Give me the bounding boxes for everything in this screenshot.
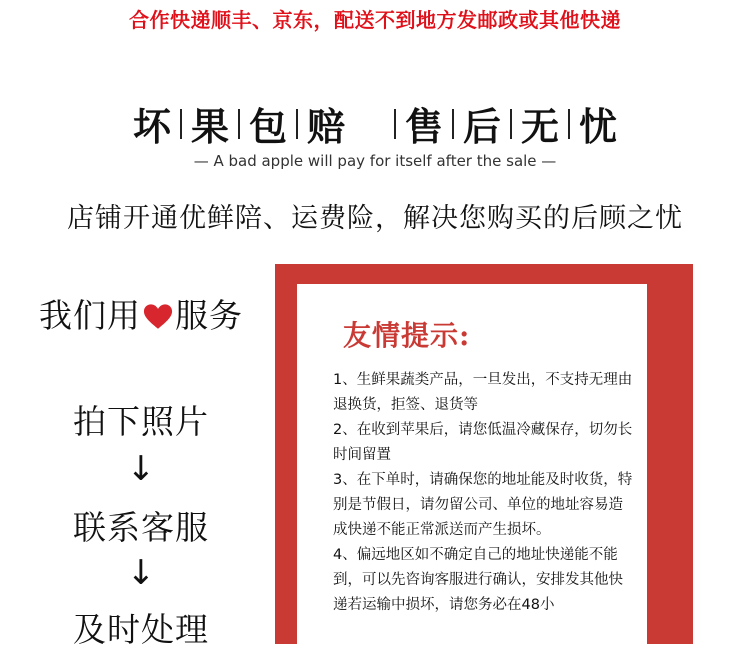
tagline: — A bad apple will pay for itself after the sale — bbox=[193, 152, 557, 170]
headline-divider bbox=[238, 109, 240, 139]
subheadline: 店铺开通优鲜陪、运费险，解决您购买的后顾之忧 bbox=[67, 203, 683, 234]
headline-char: 无 bbox=[521, 104, 560, 149]
shipping-notice: 合作快递顺丰、京东，配送不到地方发邮政或其他快递 bbox=[129, 8, 621, 32]
service-suffix: 服务 bbox=[175, 296, 243, 335]
service-heading bbox=[0, 290, 282, 337]
headline-char: 赔 bbox=[306, 104, 345, 149]
tip-item: 2、在收到苹果后，请您低温冷藏保存，切勿长时间留置 bbox=[333, 422, 633, 463]
headline-char: 后 bbox=[463, 104, 502, 149]
tips-list bbox=[333, 368, 633, 618]
service-flow bbox=[0, 290, 282, 649]
flow-step-handle: 及时处理 bbox=[73, 610, 209, 649]
headline-char: 包 bbox=[248, 104, 287, 149]
headline-char: 果 bbox=[190, 104, 229, 149]
headline-divider bbox=[452, 109, 454, 139]
down-arrow-icon: ↓ bbox=[126, 449, 156, 489]
headline-char: 坏 bbox=[132, 104, 171, 149]
tips-card bbox=[275, 264, 693, 644]
tips-card-inner bbox=[297, 284, 647, 664]
headline-divider bbox=[394, 109, 396, 139]
service-prefix: 我们用 bbox=[39, 296, 141, 335]
flow-step-contact: 联系客服 bbox=[73, 508, 209, 547]
headline-char: 售 bbox=[405, 104, 444, 149]
headline-divider bbox=[510, 109, 512, 139]
tip-item: 1、生鲜果蔬类产品，一旦发出，不支持无理由退换货，拒签、退货等 bbox=[333, 372, 633, 413]
headline-char: 忧 bbox=[579, 104, 618, 149]
tip-item: 3、在下单时，请确保您的地址能及时收货，特别是节假日，请勿留公司、单位的地址容易造成快递不能正常派送而产生损坏。 bbox=[333, 472, 633, 538]
down-arrow-icon: ↓ bbox=[126, 553, 156, 593]
tip-item: 4、偏远地区如不确定自己的地址快递能不能到，可以先咨询客服进行确认，安排发其他快递若运输中损坏，请您务必在48小 bbox=[333, 547, 623, 613]
heart-icon bbox=[143, 303, 173, 330]
headline-divider bbox=[568, 109, 570, 139]
headline-divider bbox=[296, 109, 298, 139]
headline-divider bbox=[180, 109, 182, 139]
flow-step-photo: 拍下照片 bbox=[73, 402, 209, 441]
headline bbox=[0, 96, 750, 151]
tips-title: 友情提示: bbox=[343, 319, 471, 352]
